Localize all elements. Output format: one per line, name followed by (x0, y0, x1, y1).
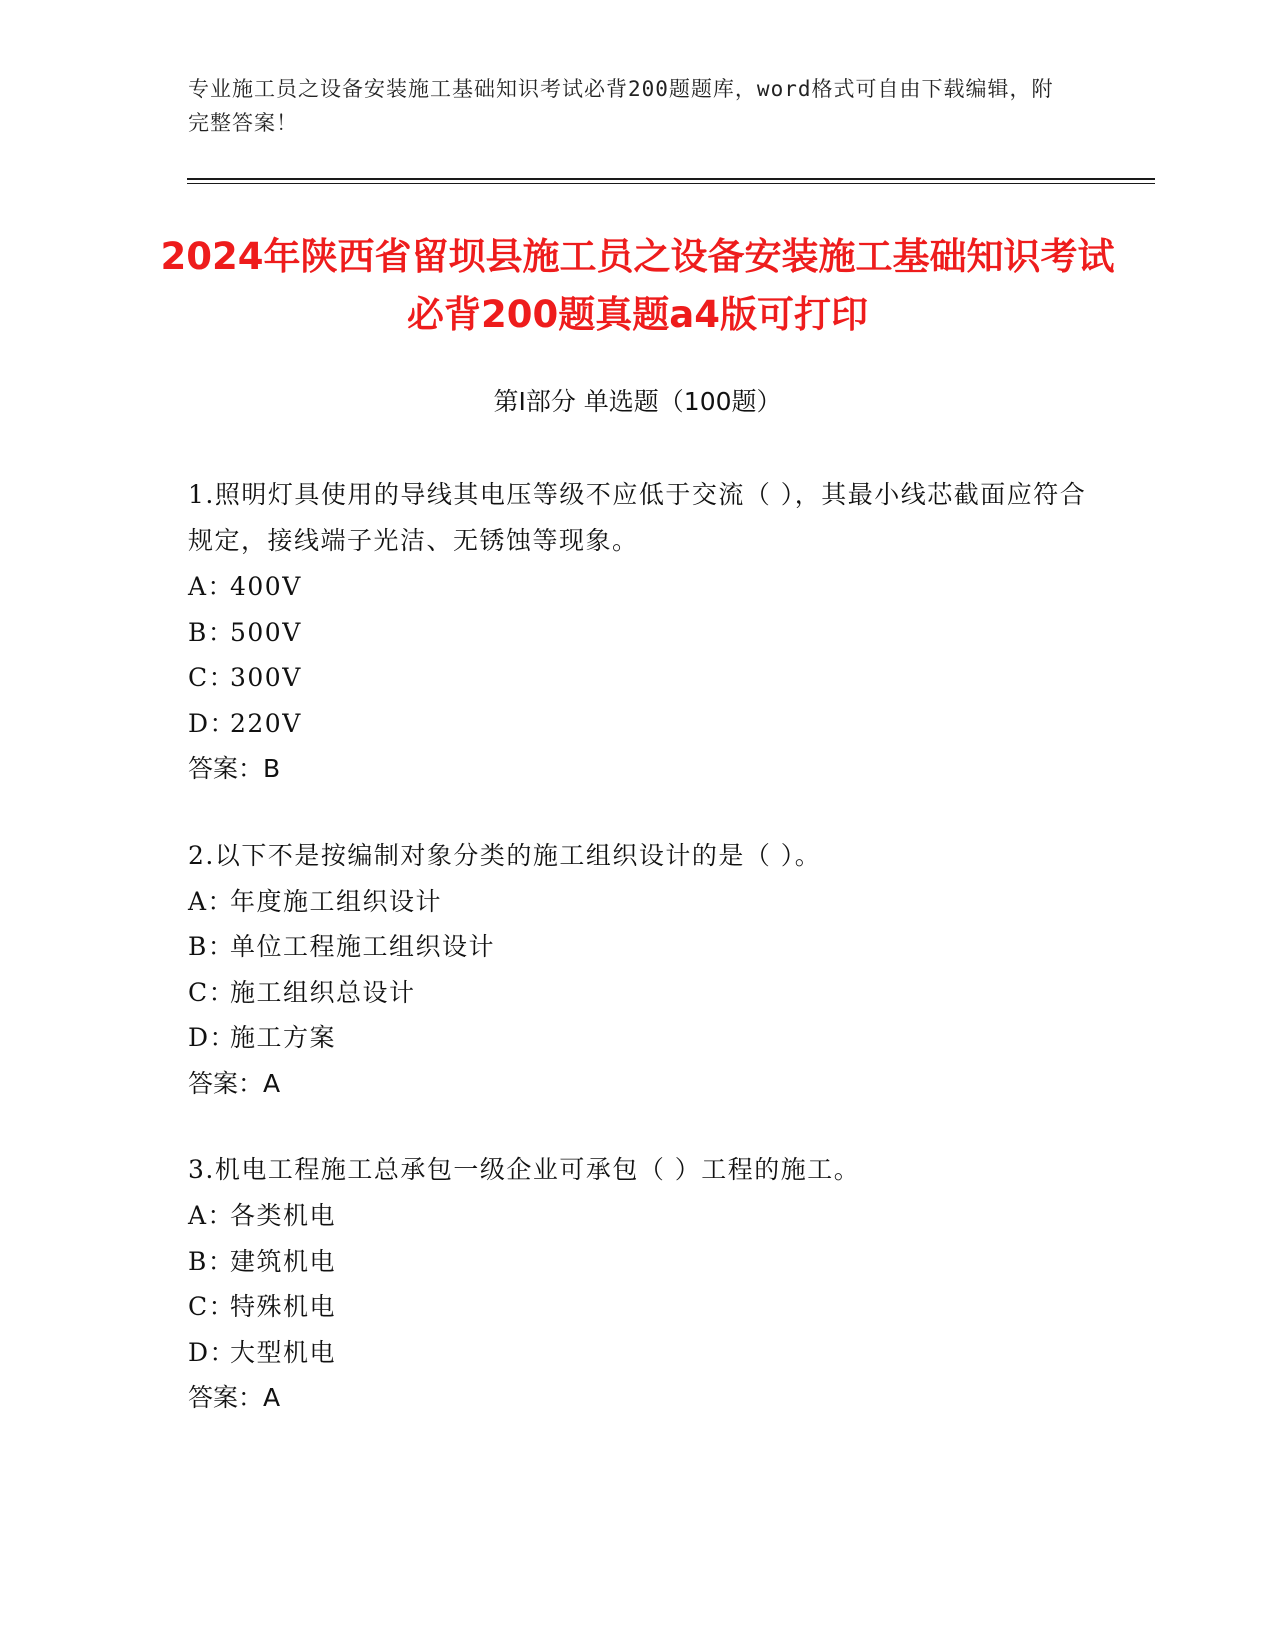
question-stem: 1.照明灯具使用的导线其电压等级不应低于交流（ ），其最小线芯截面应符合规定，接线端子光洁、无锈蚀等现象。 (188, 480, 1087, 555)
answer-line: 答案：A (188, 1068, 281, 1098)
question-stem: 3.机电工程施工总承包一级企业可承包（ ）工程的施工。 (188, 1155, 861, 1184)
option-c (188, 655, 1088, 701)
option-letter: C： (188, 1292, 236, 1321)
option-text: 施工方案 (230, 1023, 337, 1052)
option-text: 400V (230, 572, 302, 601)
option-text: 单位工程施工组织设计 (230, 932, 496, 961)
option-letter: D： (188, 1023, 237, 1052)
option-text: 大型机电 (230, 1337, 337, 1367)
option-text: 300V (230, 663, 302, 692)
question-stem: 2.以下不是按编制对象分类的施工组织设计的是（ ）。 (188, 840, 822, 870)
option-text: 各类机电 (230, 1201, 337, 1230)
header-note: 专业施工员之设备安装施工基础知识考试必背200题题库，word格式可自由下载编辑，附完整答案！ (188, 77, 1054, 135)
option-d (188, 1330, 1088, 1376)
option-text: 建筑机电 (230, 1246, 337, 1276)
option-text: 500V (230, 617, 302, 647)
option-text: 特殊机电 (230, 1292, 337, 1321)
option-letter: D： (188, 1337, 237, 1367)
option-b (188, 610, 1088, 656)
option-a (188, 879, 1088, 925)
option-letter: C： (188, 977, 236, 1007)
option-letter: B： (188, 1246, 235, 1276)
option-letter: A： (188, 572, 235, 601)
option-letter: A： (188, 1201, 235, 1230)
question-2 (188, 833, 1088, 1107)
option-a (188, 564, 1088, 610)
header-divider-thin (187, 183, 1155, 184)
header-divider-thick (187, 178, 1155, 180)
document-title: 2024年陕西省留坝县施工员之设备安装施工基础知识考试必背200题真题a4版可打印 (160, 235, 1115, 336)
option-d (188, 1015, 1088, 1061)
option-letter: B： (188, 932, 235, 961)
question-list (188, 472, 1088, 1462)
option-text: 施工组织总设计 (230, 977, 416, 1007)
option-c (188, 970, 1088, 1016)
option-d (188, 701, 1088, 747)
option-letter: A： (188, 886, 235, 916)
option-letter: C： (188, 663, 236, 692)
question-3 (188, 1147, 1088, 1421)
section-heading: 第I部分 单选题（100题） (493, 387, 782, 416)
question-1 (188, 472, 1088, 792)
answer-line: 答案：A (188, 1383, 281, 1412)
option-letter: B： (188, 617, 235, 647)
answer-line: 答案：B (188, 754, 281, 783)
option-text: 年度施工组织设计 (230, 886, 443, 916)
option-b (188, 924, 1088, 970)
option-a (188, 1193, 1088, 1239)
option-b (188, 1239, 1088, 1285)
option-letter: D： (188, 708, 237, 738)
option-text: 220V (230, 708, 302, 738)
option-c (188, 1284, 1088, 1330)
